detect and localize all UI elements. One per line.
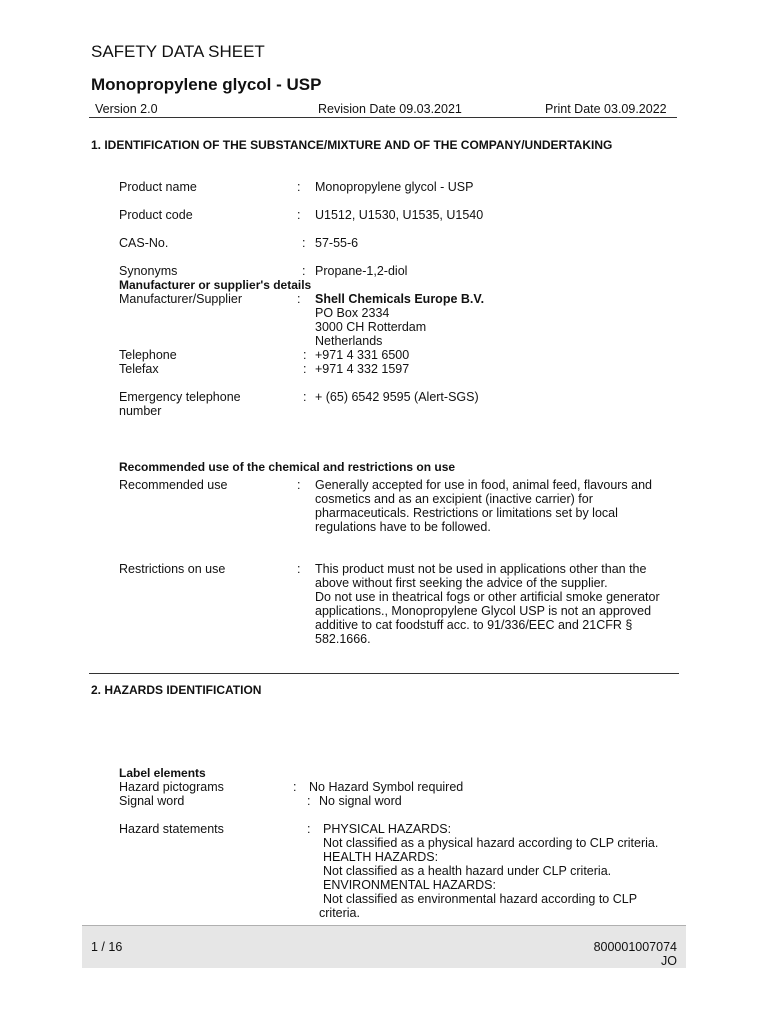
colon: : — [297, 478, 301, 492]
synonyms-label: Synonyms — [119, 264, 178, 278]
colon: : — [297, 292, 301, 306]
cas-label: CAS-No. — [119, 236, 169, 250]
recommended-use-text — [315, 478, 652, 534]
country-code: JO — [661, 954, 677, 968]
colon: : — [297, 562, 301, 576]
text-line: 582.1666. — [315, 632, 371, 646]
revision-date: Revision Date 09.03.2021 — [318, 102, 462, 116]
text-line: applications., Monopropylene Glycol USP is not an approved — [315, 604, 652, 618]
text-line: additive to cat foodstuff acc. to 91/336/EEC and 21CFR § — [315, 618, 633, 632]
product-code-value: U1512, U1530, U1535, U1540 — [315, 208, 484, 222]
colon: : — [303, 348, 307, 362]
emergency-label-line: number — [119, 404, 162, 418]
hazard-statements-label: Hazard statements — [119, 822, 224, 836]
restrictions-text — [315, 562, 660, 646]
text-line: HEALTH HAZARDS: — [323, 850, 439, 864]
hazard-pictograms-value: No Hazard Symbol required — [309, 780, 464, 794]
label-elements-heading: Label elements — [119, 766, 206, 780]
address-line: Netherlands — [315, 334, 383, 348]
manufacturer-address — [315, 292, 484, 348]
text-line: pharmaceuticals. Restrictions or limitations set by local — [315, 506, 618, 520]
telefax-label: Telefax — [119, 362, 159, 376]
colon: : — [307, 822, 311, 836]
colon: : — [297, 180, 301, 194]
text-line: Not classified as a health hazard under CLP criteria. — [323, 864, 612, 878]
emergency-label-line: Emergency telephone — [119, 390, 241, 404]
manufacturer-label: Manufacturer/Supplier — [119, 292, 242, 306]
colon: : — [307, 794, 311, 808]
address-line: PO Box 2334 — [315, 306, 390, 320]
colon: : — [302, 264, 306, 278]
manufacturer-heading: Manufacturer or supplier's details — [119, 278, 312, 292]
colon: : — [293, 780, 297, 794]
colon: : — [297, 208, 301, 222]
telefax-value: +971 4 332 1597 — [315, 362, 410, 376]
text-line: cosmetics and as an excipient (inactive carrier) for — [315, 492, 593, 506]
synonyms-value: Propane-1,2-diol — [315, 264, 408, 278]
text-line: PHYSICAL HAZARDS: — [323, 822, 452, 836]
emergency-label — [119, 390, 241, 418]
page-footer — [82, 925, 686, 968]
address-line: 3000 CH Rotterdam — [315, 320, 427, 334]
text-line: This product must not be used in applications other than the — [315, 562, 647, 576]
recommended-use-heading: Recommended use of the chemical and restrictions on use — [119, 460, 456, 474]
signal-word-value: No signal word — [319, 794, 402, 808]
product-name-label: Product name — [119, 180, 197, 194]
text-line: regulations have to be followed. — [315, 520, 491, 534]
version: Version 2.0 — [95, 102, 158, 116]
emergency-value: + (65) 6542 9595 (Alert-SGS) — [315, 390, 479, 404]
hazard-statements-text — [319, 822, 659, 920]
document-reference — [594, 940, 677, 968]
document-number: 800001007074 — [593, 940, 677, 954]
print-date: Print Date 03.09.2022 — [545, 102, 667, 116]
document-type: SAFETY DATA SHEET — [91, 42, 265, 61]
text-line: Not classified as environmental hazard according to CLP — [323, 892, 638, 906]
text-line: ENVIRONMENTAL HAZARDS: — [323, 878, 496, 892]
signal-word-label: Signal word — [119, 794, 185, 808]
text-line: above without first seeking the advice of the supplier. — [315, 576, 608, 590]
section-1-title: 1. IDENTIFICATION OF THE SUBSTANCE/MIXTURE AND OF THE COMPANY/UNDERTAKING — [91, 138, 613, 152]
product-code-label: Product code — [119, 208, 193, 222]
cas-value: 57-55-6 — [315, 236, 359, 250]
text-line: Generally accepted for use in food, animal feed, flavours and — [315, 478, 653, 492]
page-number: 1 / 16 — [91, 940, 123, 954]
text-line: criteria. — [319, 906, 360, 920]
manufacturer-name: Shell Chemicals Europe B.V. — [315, 292, 485, 306]
section-divider — [89, 673, 679, 674]
text-line: Not classified as a physical hazard according to CLP criteria. — [323, 836, 659, 850]
product-title: Monopropylene glycol - USP — [91, 75, 322, 94]
recommended-use-label: Recommended use — [119, 478, 228, 492]
colon: : — [302, 236, 306, 250]
header-divider — [89, 117, 677, 118]
restrictions-label: Restrictions on use — [119, 562, 226, 576]
hazard-pictograms-label: Hazard pictograms — [119, 780, 224, 794]
colon: : — [303, 362, 307, 376]
colon: : — [303, 390, 307, 404]
telephone-value: +971 4 331 6500 — [315, 348, 410, 362]
telephone-label: Telephone — [119, 348, 177, 362]
text-line: Do not use in theatrical fogs or other artificial smoke generator — [315, 590, 660, 604]
section-2-title: 2. HAZARDS IDENTIFICATION — [91, 683, 262, 697]
product-name-value: Monopropylene glycol - USP — [315, 180, 474, 194]
